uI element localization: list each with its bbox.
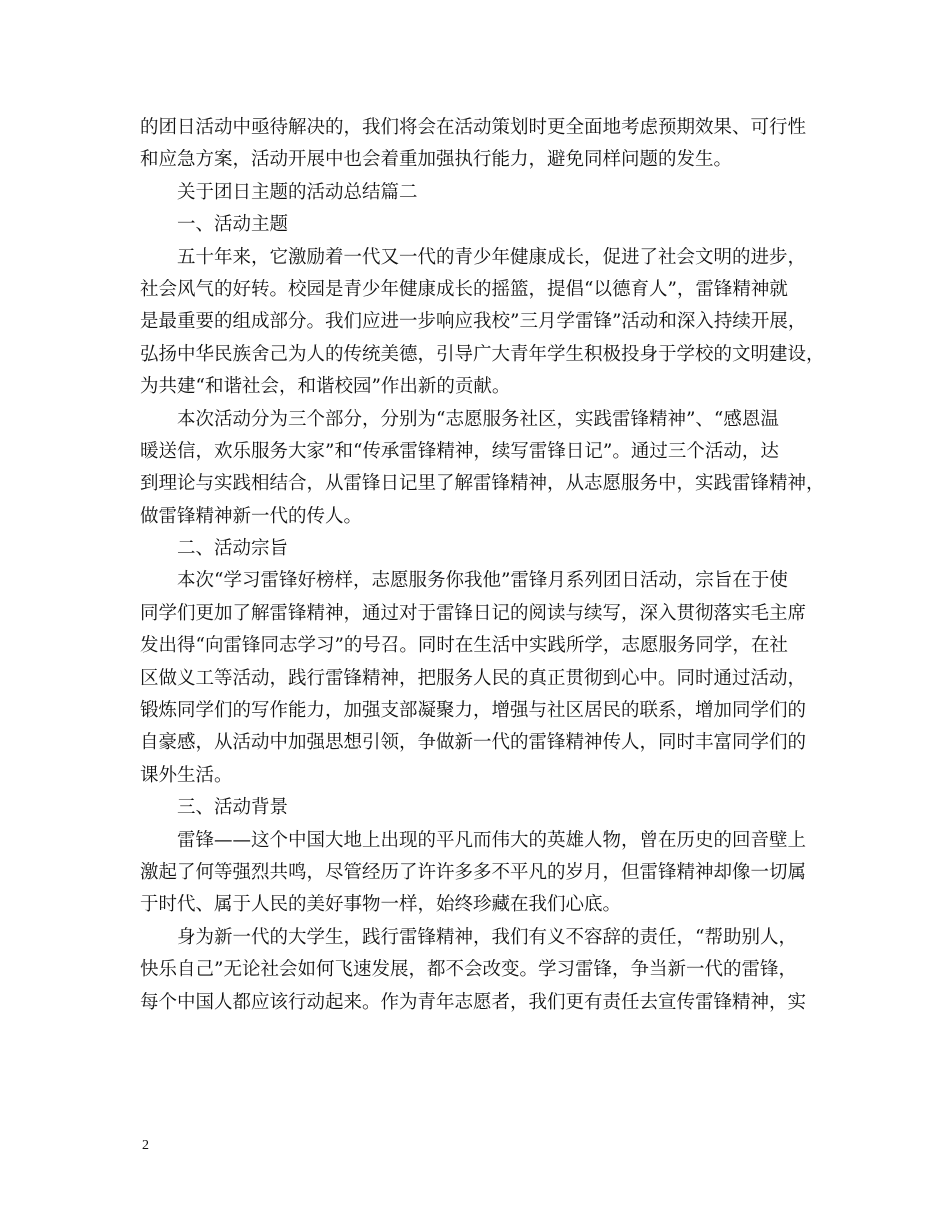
document-body (140, 112, 825, 1019)
text-line: 锻炼同学们的写作能力，加强支部凝聚力，增强与社区居民的联系，增加同学们的 (140, 700, 807, 722)
text-line: 做雷锋精神新一代的传人。 (140, 505, 363, 527)
text-line: 五十年来，它激励着一代又一代的青少年健康成长，促进了社会文明的进步， (177, 246, 807, 268)
text-line: 为共建“和谐社会，和谐校园”作出新的贡献。 (140, 376, 511, 398)
text-line: 雷锋——这个中国大地上出现的平凡而伟大的英雄人物，曾在历史的回音壁上 (177, 829, 807, 851)
text-line: 于时代、属于人民的美好事物一样，始终珍藏在我们心底。 (140, 894, 622, 916)
text-line: 每个中国人都应该行动起来。作为青年志愿者，我们更有责任去宣传雷锋精神，实 (140, 991, 807, 1013)
text-line: 自豪感，从活动中加强思想引领，争做新一代的雷锋精神传人，同时丰富同学们的 (140, 732, 807, 754)
text-line: 本次活动分为三个部分，分别为“志愿服务社区，实践雷锋精神”、“感恩温 (177, 408, 779, 430)
text-line: 关于团日主题的活动总结篇二 (177, 181, 418, 203)
text-line: 暖送信，欢乐服务大家”和“传承雷锋精神，续写雷锋日记”。通过三个活动，达 (140, 440, 779, 462)
text-line: 社会风气的好转。校园是青少年健康成长的摇篮，提倡“以德育人”，雷锋精神就 (140, 278, 788, 300)
text-line: 的团日活动中亟待解决的，我们将会在活动策划时更全面地考虑预期效果、可行性 (140, 117, 807, 138)
text-line: 本次“学习雷锋好榜样，志愿服务你我他”雷锋月系列团日活动，宗旨在于使 (177, 570, 788, 592)
text-line: 区做义工等活动，践行雷锋精神，把服务人民的真正贯彻到心中。同时通过活动， (140, 667, 807, 689)
text-line: 是最重要的组成部分。我们应进一步响应我校”三月学雷锋”活动和深入持续开展， (140, 311, 807, 333)
text-line: 发出得“向雷锋同志学习”的号召。同时在生活中实践所学，志愿服务同学，在社 (140, 635, 788, 657)
text-line: 同学们更加了解雷锋精神，通过对于雷锋日记的阅读与续写，深入贯彻落实毛主席 (140, 602, 807, 624)
text-line: 身为新一代的大学生，践行雷锋精神，我们有义不容辞的责任，“帮助别人， (177, 926, 797, 948)
text-line: 和应急方案，活动开展中也会着重加强执行能力，避免同样问题的发生。 (140, 149, 733, 171)
text-line: 快乐自己”无论社会如何飞速发展，都不会改变。学习雷锋，争当新一代的雷锋， (140, 959, 797, 981)
page-number: 2 (142, 1138, 149, 1153)
text-line: 到理论与实践相结合，从雷锋日记里了解雷锋精神，从志愿服务中，实践雷锋精神， (140, 473, 825, 495)
text-line: 三、活动背景 (177, 797, 289, 819)
text-line: 一、活动主题 (177, 214, 289, 236)
text-line: 激起了何等强烈共鸣，尽管经历了许许多多不平凡的岁月，但雷锋精神却像一切属 (140, 861, 807, 883)
text-line: 二、活动宗旨 (177, 538, 289, 560)
text-line: 弘扬中华民族舍己为人的传统美德，引导广大青年学生积极投身于学校的文明建设， (140, 343, 825, 365)
text-line: 课外生活。 (140, 764, 233, 786)
